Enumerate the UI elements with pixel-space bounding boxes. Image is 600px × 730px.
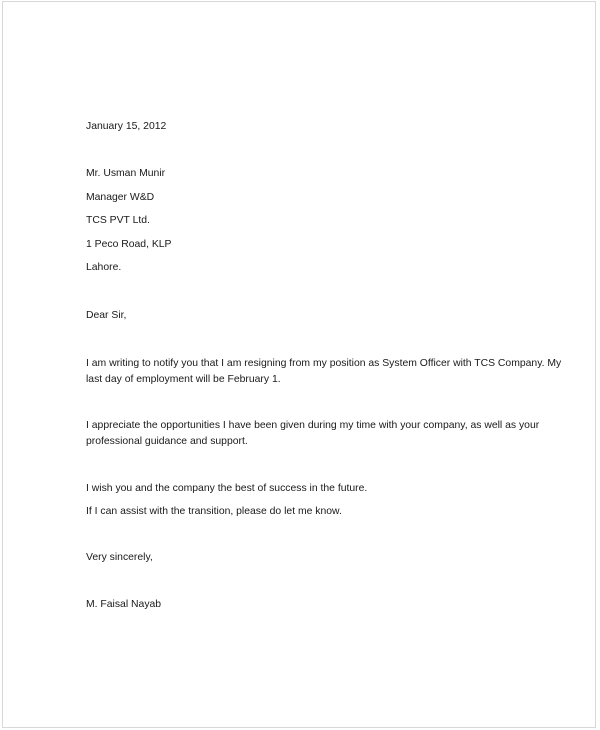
paragraph-3: I wish you and the company the best of success in the future. xyxy=(86,483,368,494)
letter-date: January 15, 2012 xyxy=(86,121,167,132)
recipient-company: TCS PVT Ltd. xyxy=(86,215,150,226)
paragraph-4: If I can assist with the transition, please do let me know. xyxy=(86,506,342,517)
signature-name: M. Faisal Nayab xyxy=(86,599,162,610)
salutation: Dear Sir, xyxy=(86,310,127,321)
paragraph-1-line-1: I am writing to notify you that I am resigning from my position as System Officer with TCS Company. My xyxy=(86,358,562,369)
recipient-city: Lahore. xyxy=(86,262,122,273)
recipient-address: 1 Peco Road, KLP xyxy=(86,239,172,250)
paragraph-2-line-1: I appreciate the opportunities I have been given during my time with your company, as well as your xyxy=(86,420,540,431)
paragraph-2-line-2: professional guidance and support. xyxy=(86,436,248,447)
recipient-title: Manager W&D xyxy=(86,192,155,203)
closing: Very sincerely, xyxy=(86,552,153,563)
letter-page xyxy=(2,1,596,728)
paragraph-1-line-2: last day of employment will be February 1. xyxy=(86,374,281,385)
recipient-name: Mr. Usman Munir xyxy=(86,168,166,179)
